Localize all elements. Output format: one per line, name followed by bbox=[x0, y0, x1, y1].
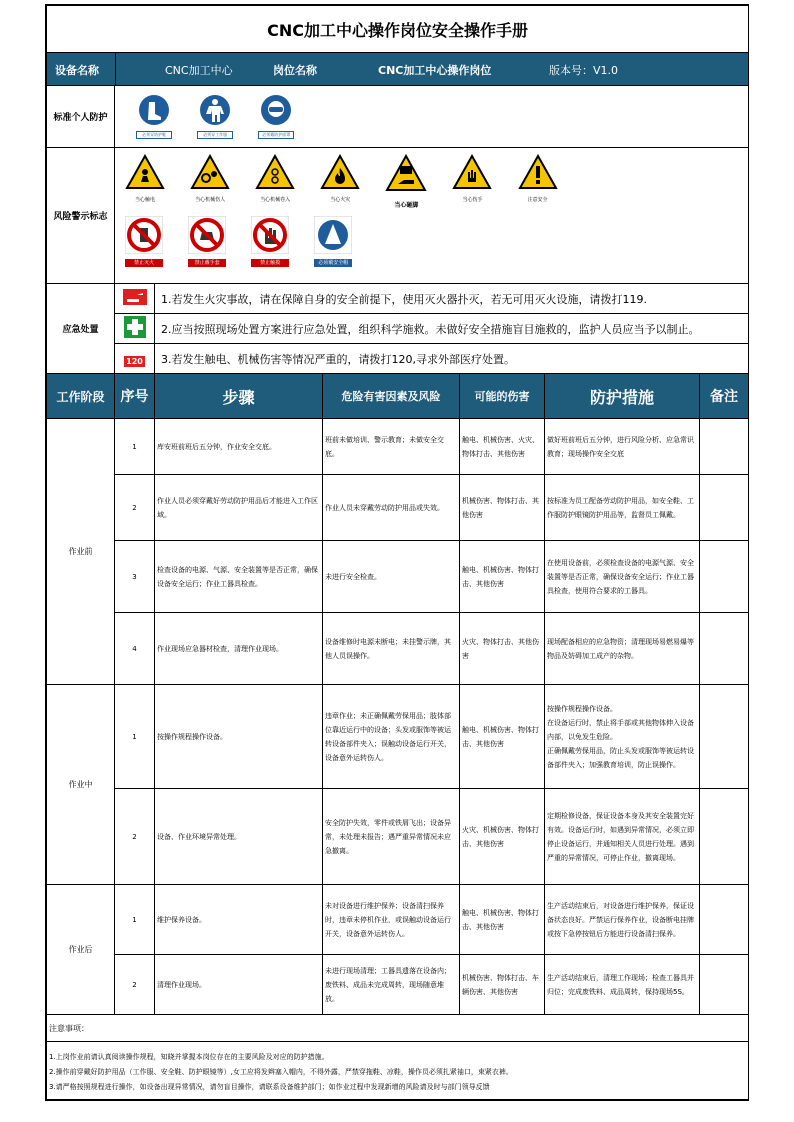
ppe-icons bbox=[115, 86, 749, 148]
safety-manual-sheet bbox=[45, 4, 749, 1101]
hazard-cell: 未进行现场清理；工器具遗落在设备内；废铁料、成品未完成周转，现场随意堆放。 bbox=[323, 955, 460, 1015]
step-cell: 清理作业现场。 bbox=[155, 955, 323, 1015]
table-row bbox=[47, 685, 749, 789]
emergency-item-3: 3.若发生触电、机械伤害等情况严重的，请拨打120,寻求外部医疗处置。 bbox=[155, 344, 749, 374]
risk-icons bbox=[115, 148, 749, 284]
fire-warning-icon: 当心火灾 bbox=[320, 154, 360, 203]
must-wear-safety-icon: 必须戴安全帽 bbox=[314, 216, 352, 267]
row-number: 1 bbox=[115, 685, 155, 789]
step-cell: 设备、作业环境异常处理。 bbox=[155, 789, 323, 885]
harm-cell: 触电、机械伤害、物体打击、其他伤害 bbox=[460, 685, 545, 789]
measure-cell: 生产活动结束后，对设备进行维护保养，保证设备状态良好。严禁运行保养作业，设备断电挂牌或按下急停按钮后方能进行设备清扫保养。 bbox=[545, 885, 700, 955]
hazard-cell: 未进行安全检查。 bbox=[323, 541, 460, 613]
hazard-cell: 安全防护失效，零件或铁屑飞出；设备异常，未处理未报告；遇严重异常情况未应急撤离。 bbox=[323, 789, 460, 885]
measure-cell: 在使用设备前，必须检查设备的电源气源、安全装置等是否正常，确保设备安全运行；作业工器具检查，使用符合要求的工器具。 bbox=[545, 541, 700, 613]
stage-label: 作业后 bbox=[47, 885, 115, 1015]
row-number: 2 bbox=[115, 789, 155, 885]
remark-cell bbox=[700, 685, 749, 789]
remark-cell bbox=[700, 885, 749, 955]
risk-label: 风险警示标志 bbox=[47, 148, 115, 284]
measure-cell: 按操作规程操作设备。 在设备运行时，禁止将手部或其他物体伸入设备内部，以免发生危险。 正确佩戴劳保用品，防止头发或服饰等被运转设备部件夹入；加强教育培训，防止误操作。 bbox=[545, 685, 700, 789]
foot-crush-icon: 当心砸脚 bbox=[385, 154, 427, 209]
row-number: 4 bbox=[115, 613, 155, 685]
fall-warning-icon: 当心触电 bbox=[125, 154, 165, 203]
first-aid-icon bbox=[115, 314, 155, 344]
stage-label: 作业中 bbox=[47, 685, 115, 885]
harm-cell: 触电、机械伤害、物体打击、其他伤害 bbox=[460, 541, 545, 613]
step-cell: 按操作规程操作设备。 bbox=[155, 685, 323, 789]
row-number: 2 bbox=[115, 955, 155, 1015]
no-fire-extinguishing-icon: 禁止灭火 bbox=[125, 216, 163, 267]
measure-cell: 生产活动结束后，清理工作现场；检查工器具并归位；完成废铁料、成品周转，保持现场5S。 bbox=[545, 955, 700, 1015]
harm-cell: 火灾、物体打击、其他伤害 bbox=[460, 613, 545, 685]
notes-title: 注意事项： bbox=[47, 1015, 749, 1042]
col-header-measure: 防护措施 bbox=[545, 374, 700, 419]
version-label: 版本号：V1.0 bbox=[549, 64, 619, 77]
col-header-hazard: 危险有害因素及风险 bbox=[323, 374, 460, 419]
step-cell: 作业人员必须穿戴好劳动防护用品后才能进入工作区域。 bbox=[155, 475, 323, 541]
hazard-cell: 未对设备进行维护保养；设备清扫保养时，违章未停机作业，或误触动设备运行开关，设备意外运转伤人。 bbox=[323, 885, 460, 955]
hazard-cell: 班前未做培训、警示教育；未做安全交底。 bbox=[323, 419, 460, 475]
remark-cell bbox=[700, 475, 749, 541]
mechanical-injury-icon: 当心机械伤人 bbox=[190, 154, 230, 203]
row-number: 2 bbox=[115, 475, 155, 541]
emergency-item-2: 2.应当按照现场处置方案进行应急处置，组织科学施救。未做好安全措施盲目施救的，监护人员应当予以制止。 bbox=[155, 314, 749, 344]
info-bar bbox=[47, 53, 749, 86]
table-row bbox=[47, 613, 749, 685]
notes-body bbox=[47, 1042, 749, 1100]
safety-boots-icon: 必须穿防护鞋 bbox=[136, 94, 172, 139]
harm-cell: 触电、机械伤害、火灾、物体打击、其他伤害 bbox=[460, 419, 545, 475]
fire-extinguisher-icon bbox=[115, 284, 155, 314]
emergency-label: 应急处置 bbox=[47, 284, 115, 374]
no-wearing-gloves-icon: 禁止戴手套 bbox=[188, 216, 226, 267]
entanglement-icon: 当心机械卷入 bbox=[255, 154, 295, 203]
hand-injury-icon: 当心伤手 bbox=[452, 154, 492, 203]
page-title: CNC加工中心操作岗位安全操作手册 bbox=[47, 6, 749, 53]
table-row bbox=[47, 789, 749, 885]
manual-table bbox=[46, 5, 749, 1100]
post-value: CNC加工中心操作岗位 bbox=[378, 64, 492, 77]
ppe-label: 标准个人防护 bbox=[47, 86, 115, 148]
measure-cell: 做好班前班后五分钟，进行风险分析、应急常识教育；现场操作安全交底 bbox=[545, 419, 700, 475]
measure-cell: 现场配备相应的应急物资；清理现场易燃易爆等物品及妨碍加工成产的杂物。 bbox=[545, 613, 700, 685]
harm-cell: 机械伤害、物体打击、其他伤害 bbox=[460, 475, 545, 541]
col-header-step: 步骤 bbox=[155, 374, 323, 419]
step-cell: 维护保养设备。 bbox=[155, 885, 323, 955]
hazard-cell: 违章作业；未正确佩戴劳保用品；肢体部位靠近运行中的设备；头发或服饰等被运转设备部件夹入；误触动设备运行开关，设备意外运转伤人。 bbox=[323, 685, 460, 789]
table-row bbox=[47, 955, 749, 1015]
remark-cell bbox=[700, 613, 749, 685]
harm-cell: 触电、机械伤害、物体打击、其他伤害 bbox=[460, 885, 545, 955]
protective-clothing-icon: 必须穿工作服 bbox=[197, 94, 233, 139]
measure-cell: 定期检修设备，保证设备本身及其安全装置完好有效。设备运行时，如遇到异常情况，必须立即停止设备运行，并通知相关人员进行处理。遇到严重的异常情况，可停止作业，撤离现场。 bbox=[545, 789, 700, 885]
emergency-item-1: 1.若发生火灾事故，请在保障自身的安全前提下，使用灭火器扑灭，若无可用灭火设施，请拨打119. bbox=[155, 284, 749, 314]
col-header-remark: 备注 bbox=[700, 374, 749, 419]
remark-cell bbox=[700, 419, 749, 475]
col-header-no: 序号 bbox=[115, 374, 155, 419]
face-shield-icon: 必须戴防护面罩 bbox=[258, 94, 294, 139]
harm-cell: 火灾、机械伤害、物体打击、其他伤害 bbox=[460, 789, 545, 885]
table-row bbox=[47, 541, 749, 613]
table-row bbox=[47, 885, 749, 955]
row-number: 1 bbox=[115, 885, 155, 955]
device-value: CNC加工中心 bbox=[165, 64, 233, 77]
step-cell: 作业现场应急器材检查，清理作业现场。 bbox=[155, 613, 323, 685]
measure-cell: 按标准为员工配备劳动防护用品，如安全鞋、工作服防护眼镜防护用品等，监督员工佩戴。 bbox=[545, 475, 700, 541]
step-cell: 库安班前班后五分钟，作业安全交底。 bbox=[155, 419, 323, 475]
exclamation-warning-icon: 注意安全 bbox=[518, 154, 558, 203]
table-row bbox=[47, 475, 749, 541]
step-cell: 检查设备的电源、气源、安全装置等是否正常，确保设备安全运行；作业工器具检查。 bbox=[155, 541, 323, 613]
remark-cell bbox=[700, 955, 749, 1015]
stage-label: 作业前 bbox=[47, 419, 115, 685]
table-row bbox=[47, 419, 749, 475]
col-header-stage: 工作阶段 bbox=[47, 374, 115, 419]
remark-cell bbox=[700, 541, 749, 613]
ambulance-icon: 120 bbox=[115, 344, 155, 374]
row-number: 3 bbox=[115, 541, 155, 613]
device-label: 设备名称 bbox=[55, 64, 99, 77]
post-label: 岗位名称 bbox=[273, 64, 317, 77]
note-item: 2.操作前穿戴好防护用品（工作服、安全鞋、防护眼镜等）,女工应将发辫塞入帽内，不得外露，严禁穿拖鞋、凉鞋，操作员必须扎紧袖口，束紧衣裤。 bbox=[49, 1068, 513, 1076]
hazard-cell: 作业人员未穿戴劳动防护用品或失效。 bbox=[323, 475, 460, 541]
remark-cell bbox=[700, 789, 749, 885]
note-item: 3.请严格按照规程进行操作，如设备出现异常情况，请勿盲目操作，请联系设备维护部门；如作业过程中发现新增的风险请及时与部门领导反馈 bbox=[49, 1083, 490, 1091]
row-number: 1 bbox=[115, 419, 155, 475]
no-touching-icon: 禁止触摸 bbox=[251, 216, 289, 267]
note-item: 1.上岗作业前请认真阅读操作规程，知晓并掌握本岗位存在的主要风险及对应的防护措施。 bbox=[49, 1053, 329, 1061]
col-header-harm: 可能的伤害 bbox=[460, 374, 545, 419]
harm-cell: 机械伤害、物体打击、车辆伤害、其他伤害 bbox=[460, 955, 545, 1015]
hazard-cell: 设备维修时电源未断电；未挂警示牌，其他人员误操作。 bbox=[323, 613, 460, 685]
